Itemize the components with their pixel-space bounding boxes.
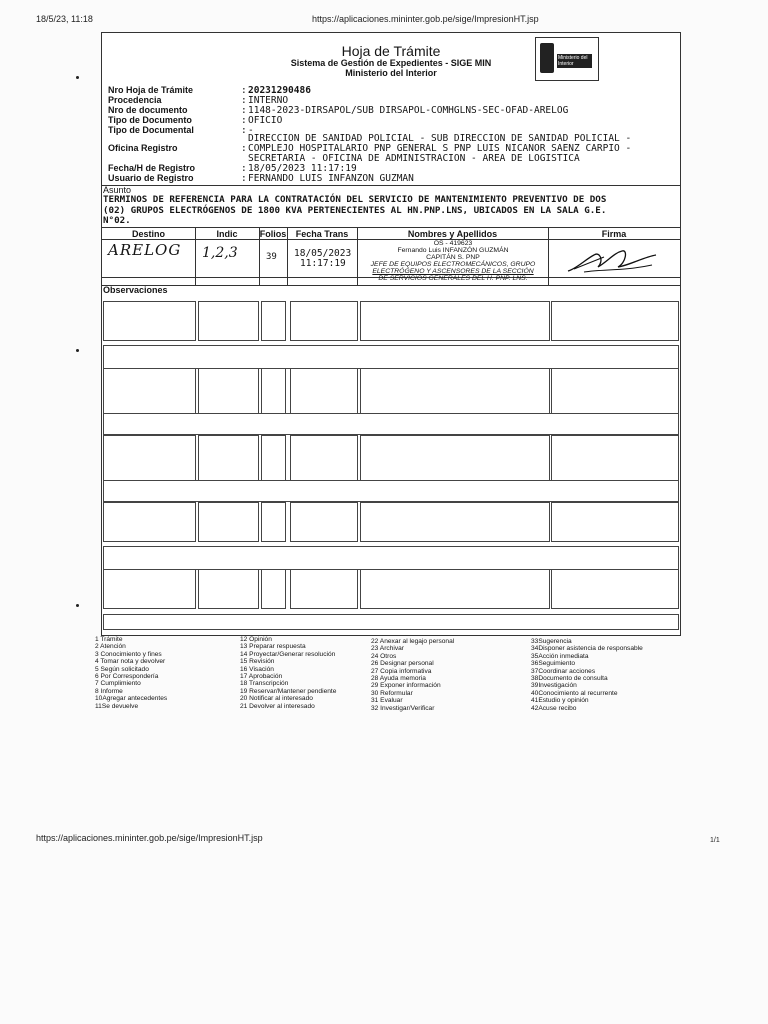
observation-cell — [103, 301, 196, 341]
print-datetime: 18/5/23, 11:18 — [36, 14, 93, 24]
legend-item: 10Agregar antecedentes — [95, 695, 168, 703]
legend-item: 3 Conocimiento y fines — [95, 650, 162, 658]
observation-cell — [290, 569, 358, 609]
fecha-registro-value: 18/05/2023 11:17:19 — [248, 163, 357, 174]
field-value: INTERNO — [248, 95, 289, 106]
margin-dot — [76, 76, 79, 79]
observation-cell — [290, 502, 358, 542]
legend-item: 6 Por Correspondería — [95, 673, 159, 681]
col-destino: Destino — [131, 229, 165, 239]
stamp-line: ELECTRÓGENO Y ASCENSORES DE LA SECCIÓN — [372, 267, 534, 275]
legend-col-3 — [371, 638, 454, 712]
legend-item: 16 Visación — [240, 665, 274, 673]
signature — [564, 241, 664, 277]
oficina-label: Oficina Registro — [108, 143, 178, 153]
legend-item: 11Se devuelve — [95, 702, 139, 710]
observation-band — [103, 345, 679, 369]
stamp-line: DE SERVICIOS GENERALES DEL H. PNP. LNS. — [378, 274, 528, 282]
folios-value: 39 — [266, 252, 277, 262]
legend-item: 24 Otros — [371, 652, 397, 660]
observation-cell — [290, 301, 358, 341]
legend-item: 23 Archivar — [371, 645, 404, 653]
observation-cell — [551, 301, 679, 341]
legend-item: 39Investigación — [531, 682, 577, 690]
legend-item: 32 Investigar/Verificar — [371, 704, 435, 712]
observation-cell — [103, 502, 196, 542]
colon: : — [241, 95, 247, 106]
colon: : — [241, 143, 247, 154]
asunto-label: Asunto — [103, 185, 132, 195]
observation-cell — [198, 368, 259, 414]
legend-item: 8 Informe — [95, 687, 123, 695]
colon: : — [241, 163, 247, 174]
asunto-line: N°02. — [103, 215, 131, 226]
oficina-line-1: DIRECCION DE SANIDAD POLICIAL - SUB DIRECCION DE SANIDAD POLICIAL - — [248, 133, 632, 144]
legend-item: 2 Atención — [95, 643, 126, 651]
col-indic: Indic — [216, 229, 238, 239]
legend-item: 28 Ayuda memoria — [371, 675, 426, 683]
observation-cell — [103, 435, 196, 481]
legend-item: 40Conocimiento al recurrente — [531, 689, 618, 697]
observation-cell — [103, 368, 196, 414]
colon: : — [241, 173, 247, 184]
field-value: - — [248, 125, 254, 136]
observation-cell — [198, 502, 259, 542]
colon: : — [241, 85, 247, 96]
observation-cell — [198, 569, 259, 609]
print-url: https://aplicaciones.mininter.gob.pe/sige/ImpresionHT.jsp — [312, 14, 539, 24]
legend-item: 42Acuse recibo — [531, 704, 577, 712]
observation-cell — [551, 368, 679, 414]
observation-cell — [261, 502, 286, 542]
asunto-line: (02) GRUPOS ELECTRÓGENOS DE 1800 KVA PERTENECIENTES AL HN.PNP.LNS, UBICADOS EN LA SALA G.E. — [103, 204, 607, 216]
observation-cell — [360, 435, 550, 481]
observation-cell — [551, 502, 679, 542]
legend-col-1 — [95, 636, 167, 710]
field-label: Nro Hoja de Trámite — [108, 85, 194, 95]
officer-stamp — [360, 241, 546, 282]
colon: : — [241, 115, 247, 126]
observation-cell — [261, 435, 286, 481]
stamp-line: OS - 419623 — [433, 240, 473, 247]
observation-cell — [360, 502, 550, 542]
margin-dot — [76, 604, 79, 607]
col-fecha-trans: Fecha Trans — [295, 229, 349, 239]
field-label: Tipo de Documento — [108, 115, 192, 125]
observation-band — [103, 546, 679, 570]
observation-cell — [290, 368, 358, 414]
legend-col-4 — [531, 638, 643, 712]
observation-cell — [360, 368, 550, 414]
stamp-line: Fernando Luis INFANZÓN GUZMÁN — [397, 246, 509, 254]
field-label: Tipo de Documental — [108, 125, 194, 135]
legend-col-2 — [240, 636, 336, 710]
legend-item: 5 Según solicitado — [95, 665, 149, 673]
observaciones-label: Observaciones — [103, 285, 168, 295]
legend-item: 1 Trámite — [95, 636, 123, 643]
observation-band — [103, 614, 679, 630]
ministry-logo — [535, 37, 599, 81]
stamp-line: JEFE DE EQUIPOS ELECTROMECÁNICOS, GRUPO — [370, 260, 536, 268]
col-firma: Firma — [601, 229, 627, 239]
coat-of-arms-icon — [540, 43, 554, 73]
legend-item: 29 Exponer información — [371, 682, 441, 690]
legend-item: 21 Devolver al interesado — [240, 702, 315, 710]
observation-cell — [360, 301, 550, 341]
observation-cell — [551, 569, 679, 609]
legend-item: 26 Designar personal — [371, 660, 434, 668]
legend-item: 20 Notificar al interesado — [240, 695, 313, 703]
footer-page: 1/1 — [710, 837, 720, 844]
oficina-line-2: COMPLEJO HOSPITALARIO PNP GENERAL S PNP LUIS NICANOR SAENZ CARPIO - — [248, 143, 632, 154]
field-label: Procedencia — [108, 95, 162, 105]
legend-item: 19 Reservar/Mantener pendiente — [240, 687, 337, 695]
observation-band — [103, 413, 679, 435]
observation-cell — [261, 368, 286, 414]
observation-cell — [290, 435, 358, 481]
oficina-line-3: SECRETARIA - OFICINA DE ADMINISTRACION - AREA DE LOGISTICA — [248, 153, 580, 164]
legend-item: 36Seguimiento — [531, 660, 575, 668]
fecha-trans-time: 11:17:19 — [300, 258, 346, 269]
margin-dot — [76, 349, 79, 352]
usuario-registro-label: Usuario de Registro — [108, 173, 194, 183]
fecha-registro-label: Fecha/H de Registro — [108, 163, 196, 173]
col-nombres: Nombres y Apellidos — [407, 229, 498, 239]
field-value: OFICIO — [248, 115, 283, 126]
observation-band — [103, 480, 679, 502]
observation-cell — [103, 569, 196, 609]
col-folios: Folios — [259, 229, 287, 239]
legend-item: 31 Evaluar — [371, 697, 403, 705]
indic-handwritten: 1,2,3 — [202, 245, 238, 261]
legend-item: 14 Proyectar/Generar resolución — [240, 650, 336, 658]
logo-label: Ministerio del Interior — [557, 54, 592, 68]
asunto-text — [103, 195, 678, 227]
observation-cell — [198, 435, 259, 481]
legend-item: 35Acción inmediata — [531, 652, 589, 660]
legend-item: 12 Opinión — [240, 636, 272, 643]
stamp-line: CAPITÁN S. PNP — [426, 253, 480, 261]
legend-item: 41Estudio y opinión — [531, 697, 589, 705]
legend-item: 30 Reformular — [371, 689, 413, 697]
colon: : — [241, 125, 247, 136]
asunto-line: TERMINOS DE REFERENCIA PARA LA CONTRATACIÓN DEL SERVICIO DE MANTENIMIENTO PREVENTIVO DE DOS — [103, 194, 607, 205]
form-title: Hoja de Trámite — [341, 43, 441, 59]
legend-item: 33Sugerencia — [531, 638, 572, 645]
tramite-form — [101, 32, 681, 636]
observation-cell — [261, 301, 286, 341]
legend-item: 4 Tomar nota y devolver — [95, 658, 166, 666]
observation-cell — [551, 435, 679, 481]
legend-item: 38Documento de consulta — [531, 675, 608, 683]
observation-cell — [261, 569, 286, 609]
colon: : — [241, 105, 247, 116]
field-value: 1148-2023-DIRSAPOL/SUB DIRSAPOL-COMHGLNS-SEC-OFAD-ARELOG — [248, 105, 569, 116]
fecha-trans-date: 18/05/2023 — [294, 248, 352, 259]
legend-item: 15 Revisión — [240, 658, 275, 666]
legend-item: 17 Aprobación — [240, 673, 283, 681]
legend-item: 7 Cumplimiento — [95, 680, 141, 688]
field-label: Nro de documento — [108, 105, 188, 115]
legend-item: 18 Transcripción — [240, 680, 289, 688]
observation-cell — [198, 301, 259, 341]
usuario-registro-value: FERNANDO LUIS INFANZON GUZMAN — [248, 173, 414, 184]
legend-item: 37Coordinar acciones — [531, 667, 596, 675]
footer-url: https://aplicaciones.mininter.gob.pe/sige/ImpresionHT.jsp — [36, 833, 263, 843]
form-ministry: Ministerio del Interior — [345, 68, 437, 78]
destino-handwritten: ARELOG — [108, 241, 182, 259]
legend-item: 13 Preparar respuesta — [240, 643, 306, 651]
legend-item: 34Disponer asistencia de responsable — [531, 645, 643, 653]
field-value: 20231290486 — [248, 85, 311, 96]
legend-item: 22 Anexar al legajo personal — [371, 638, 455, 645]
form-subtitle: Sistema de Gestión de Expedientes - SIGE MIN — [290, 58, 492, 68]
observation-cell — [360, 569, 550, 609]
legend-item: 27 Copia informativa — [371, 667, 432, 675]
